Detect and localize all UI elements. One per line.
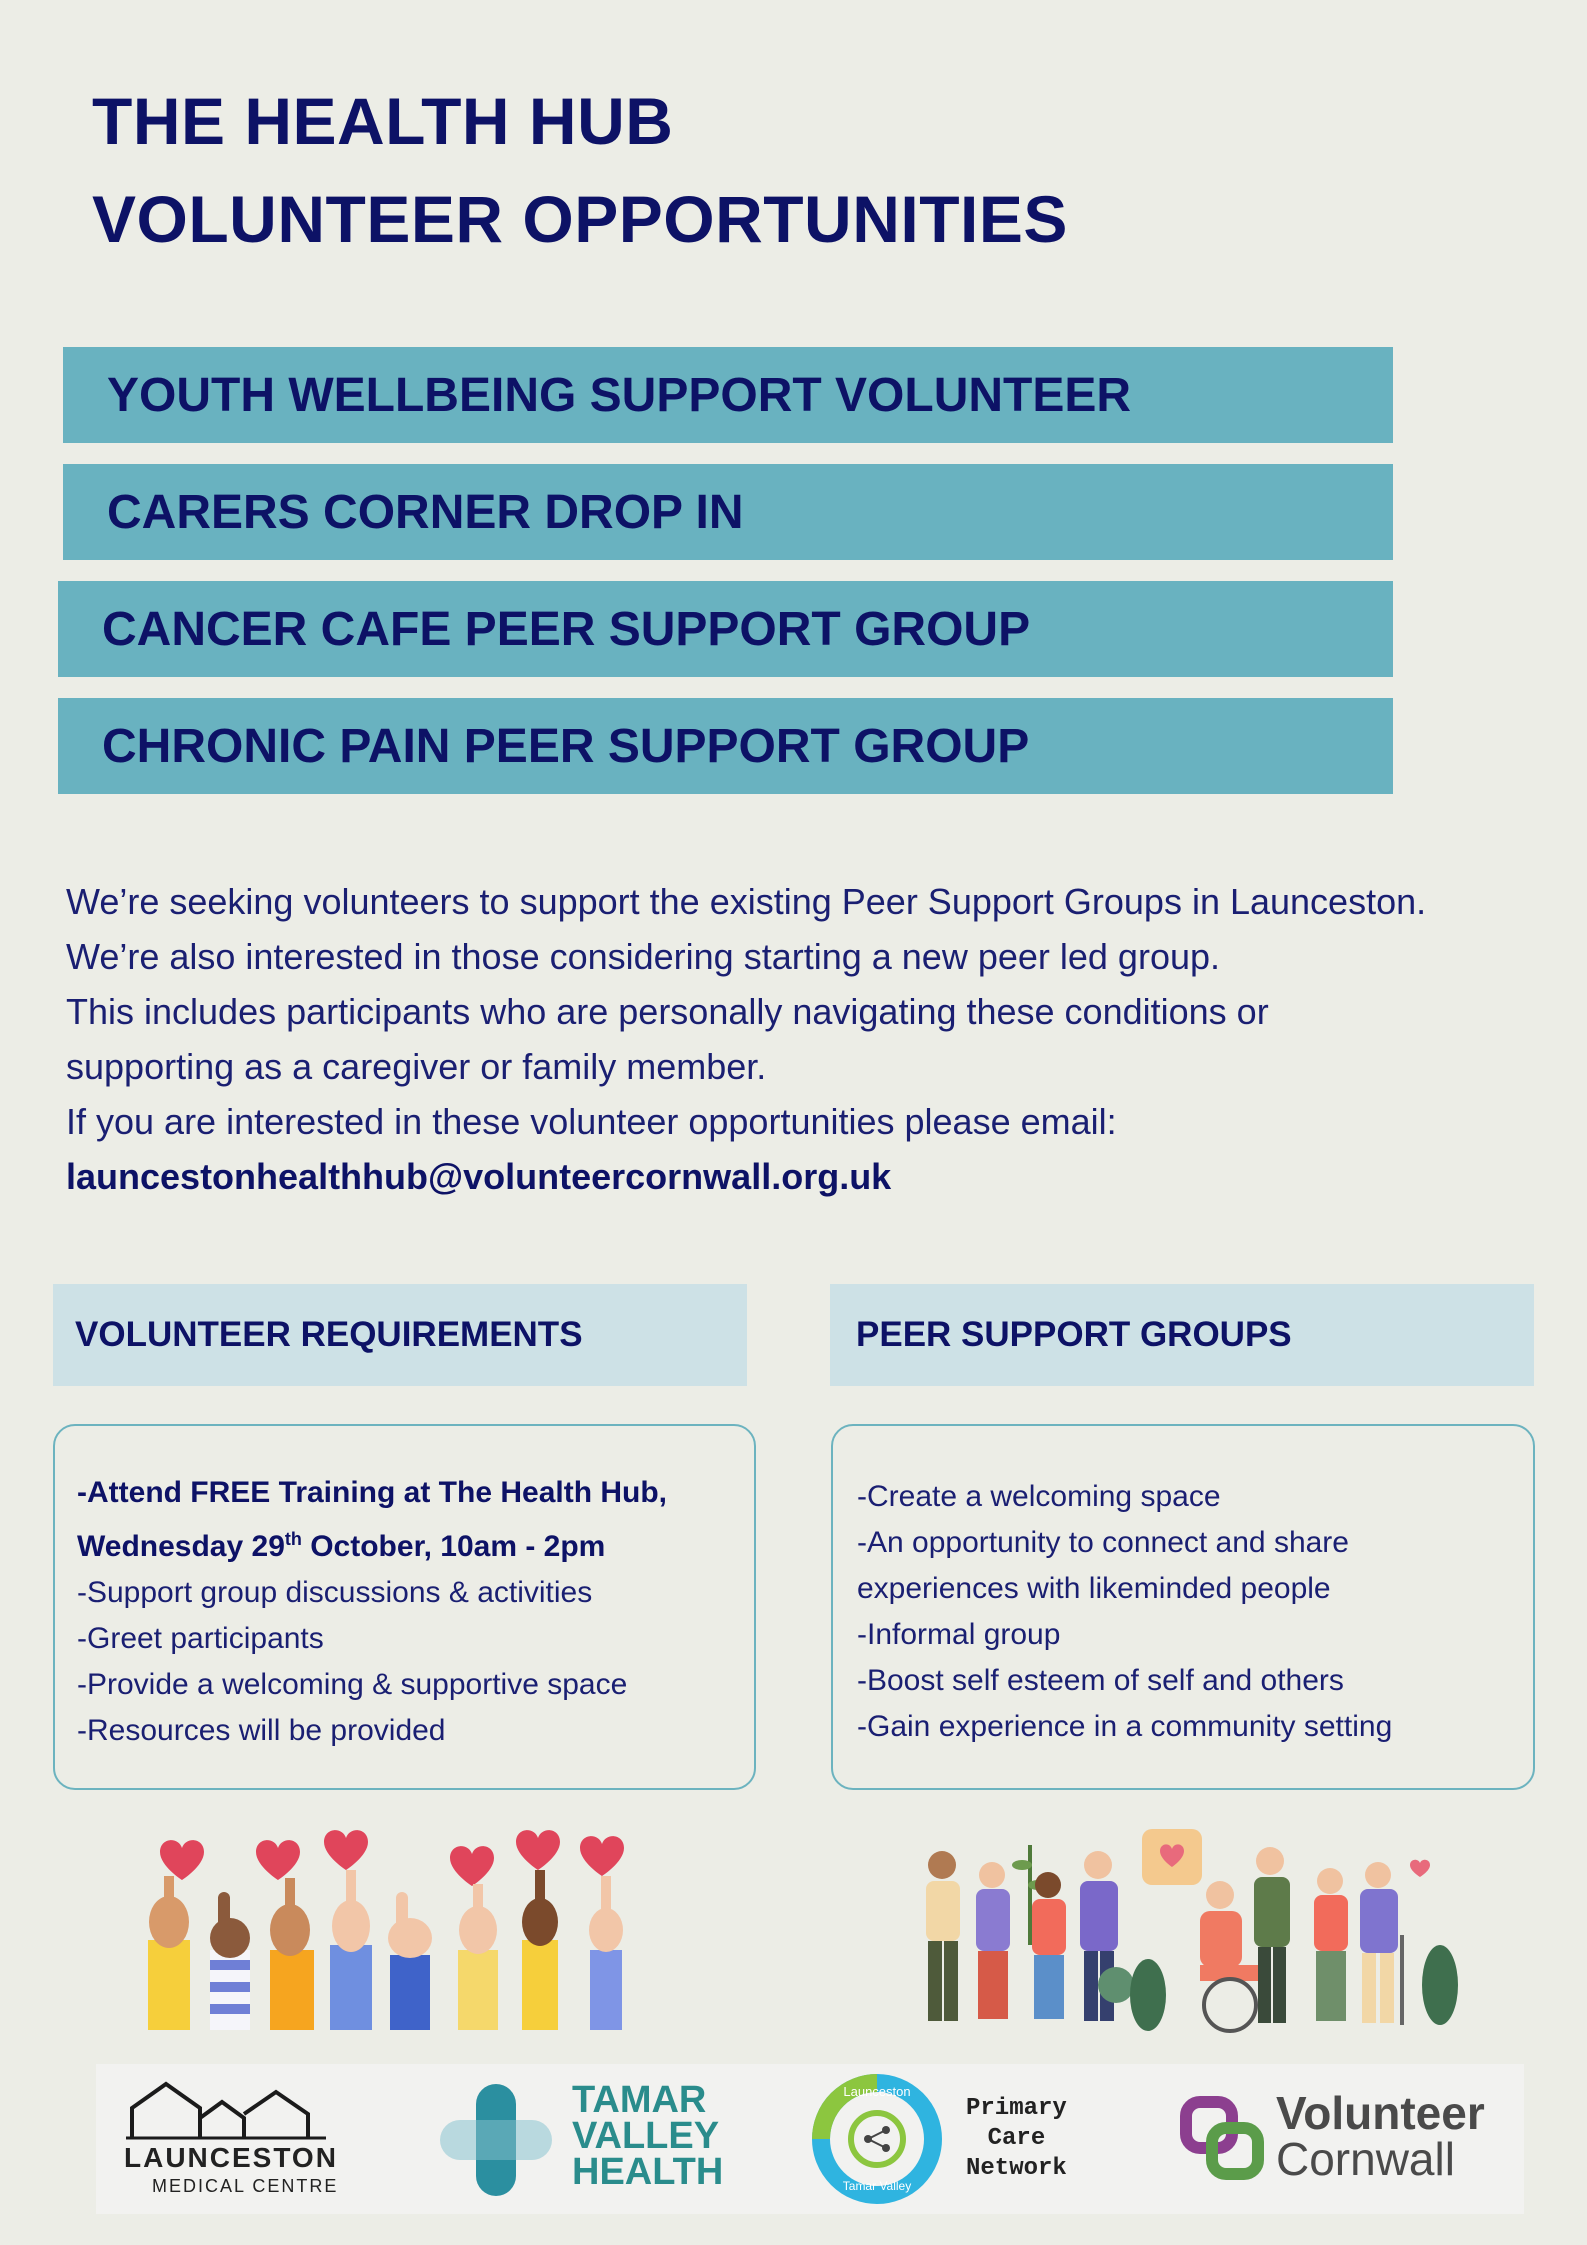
pcn-logo-line: Primary	[966, 2095, 1067, 2122]
intro-line: We’re seeking volunteers to support the existing Peer Support Groups in Launceston.	[66, 881, 1427, 922]
page-title-line2: VOLUNTEER OPPORTUNITIES	[92, 182, 1068, 256]
peer-groups-card	[831, 1424, 1535, 1790]
contact-email[interactable]: launcestonhealthhub@volunteercornwall.org.uk	[66, 1156, 892, 1197]
heart-icon	[580, 1836, 624, 1876]
training-date-line	[77, 1516, 754, 1570]
peer-item: -Boost self esteem of self and others	[857, 1664, 1344, 1697]
opportunity-label: CHRONIC PAIN PEER SUPPORT GROUP	[102, 719, 1030, 773]
peer-item: -Gain experience in a community setting	[857, 1710, 1393, 1743]
launceston-logo-subtext: MEDICAL CENTRE	[152, 2176, 339, 2196]
requirement-item: -Greet participants	[77, 1622, 324, 1655]
intro-paragraph	[66, 874, 1546, 1204]
launceston-building-icon	[126, 2078, 326, 2140]
heart-icon	[256, 1840, 300, 1880]
thumbs-up-icon	[210, 1892, 250, 2030]
opportunity-label: YOUTH WELLBEING SUPPORT VOLUNTEER	[107, 368, 1132, 422]
heart-icon	[450, 1846, 494, 1886]
page-title-line1: THE HEALTH HUB	[92, 84, 674, 158]
tamar-valley-cross-icon	[440, 2084, 552, 2196]
pcn-logo-line: Network	[966, 2155, 1067, 2182]
share-icon	[864, 2126, 890, 2152]
requirements-heading: VOLUNTEER REQUIREMENTS	[53, 1284, 747, 1386]
opportunity-label: CANCER CAFE PEER SUPPORT GROUP	[102, 602, 1031, 656]
intro-line: We’re also interested in those considering starting a new peer led group.	[66, 936, 1221, 977]
peer-item: -Create a welcoming space	[857, 1480, 1221, 1513]
opportunity-band-youth	[63, 347, 1393, 443]
training-date-suffix: th	[284, 1529, 302, 1549]
requirement-item: -Support group discussions & activities	[77, 1576, 593, 1609]
peer-groups-heading: PEER SUPPORT GROUPS	[830, 1284, 1534, 1386]
tamar-logo-line: TAMAR	[572, 2079, 707, 2121]
pcn-logo-line: Care	[987, 2125, 1046, 2152]
hands-hearts-illustration	[120, 1830, 660, 2030]
opportunity-band-cancer	[58, 581, 1393, 677]
intro-line: If you are interested in these volunteer opportunities please email:	[66, 1101, 1117, 1142]
launceston-logo-text: LAUNCESTON	[124, 2142, 338, 2173]
intro-line: This includes participants who are personally navigating these conditions or	[66, 991, 1269, 1032]
intro-line: supporting as a caregiver or family member.	[66, 1046, 767, 1087]
heart-icon	[160, 1840, 204, 1880]
training-date-pre: Wednesday 29	[77, 1530, 285, 1563]
heart-icon	[516, 1830, 560, 1870]
peer-item: -Informal group	[857, 1618, 1061, 1651]
requirement-item: -Provide a welcoming & supportive space	[77, 1668, 628, 1701]
tamar-logo-line: HEALTH	[572, 2151, 724, 2193]
volunteer-cornwall-icon	[1180, 2096, 1264, 2180]
requirement-item: -Resources will be provided	[77, 1714, 446, 1747]
pcn-ring-text: Launceston	[843, 2084, 911, 2099]
vc-logo-line: Volunteer	[1276, 2087, 1485, 2139]
requirements-card	[53, 1424, 756, 1790]
tamar-logo-line: VALLEY	[572, 2115, 720, 2157]
opportunity-band-chronic-pain	[58, 698, 1393, 794]
peer-item: experiences with likeminded people	[857, 1572, 1331, 1605]
pcn-ring-text: Tamar Valley	[842, 2179, 912, 2193]
wheelchair-icon	[1204, 1979, 1256, 2031]
opportunity-band-carers	[63, 464, 1393, 560]
vc-logo-line: Cornwall	[1276, 2133, 1455, 2185]
community-group-illustration	[900, 1825, 1470, 2035]
heart-icon	[324, 1830, 368, 1870]
partner-logos-strip	[96, 2064, 1524, 2214]
peer-item: -An opportunity to connect and share	[857, 1526, 1349, 1559]
pcn-ring-logo	[812, 2074, 942, 2204]
training-line: -Attend FREE Training at The Health Hub,	[77, 1476, 668, 1509]
thumbs-up-icon	[388, 1892, 432, 2030]
training-date-post: October, 10am - 2pm	[301, 1530, 606, 1563]
opportunity-label: CARERS CORNER DROP IN	[107, 485, 744, 539]
